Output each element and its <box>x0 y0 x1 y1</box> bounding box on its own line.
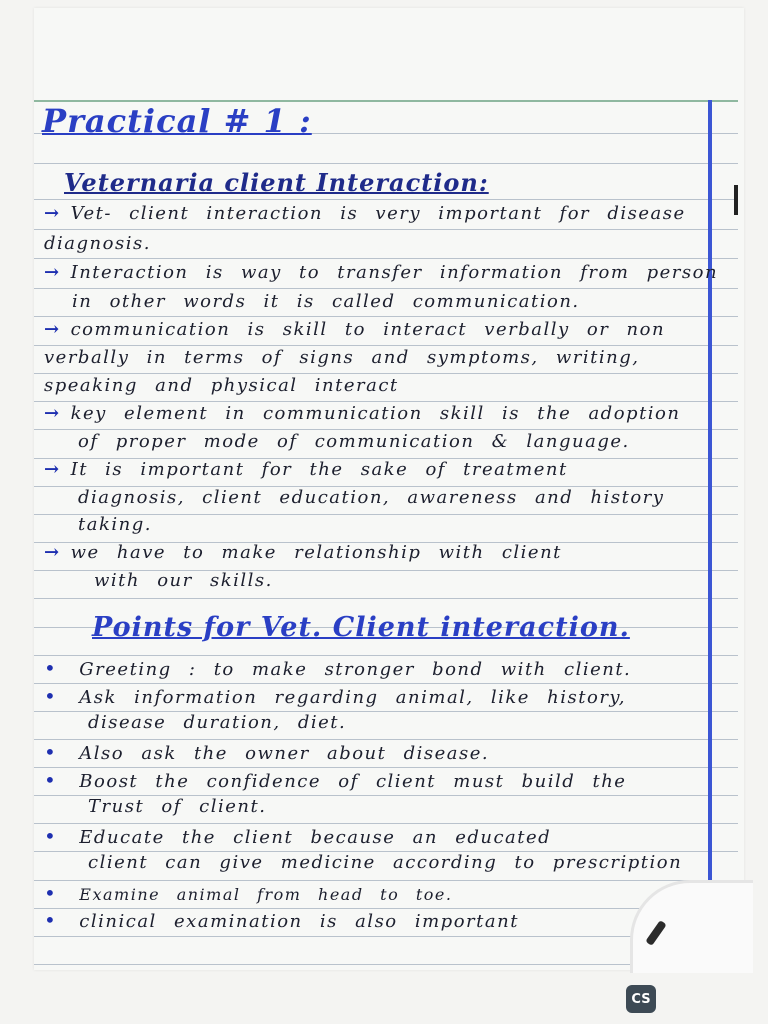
ruled-line <box>34 316 738 317</box>
arrow-icon: → <box>44 459 61 480</box>
arrow-icon: → <box>44 262 61 283</box>
ruled-line <box>34 199 738 200</box>
ruled-line <box>34 163 738 164</box>
bullet-icon: • <box>44 881 58 905</box>
ruled-line <box>34 429 738 430</box>
note-line: diagnosis, client education, awareness and history <box>78 487 665 508</box>
bullet-icon: • <box>44 684 58 708</box>
note-line: → key element in communication skill is the adoption <box>44 403 681 424</box>
arrow-icon: → <box>44 319 61 340</box>
bullet-line: • Also ask the owner about disease. <box>44 740 490 764</box>
section-heading-interaction: Veternaria client Interaction: <box>64 168 489 197</box>
scanner-logo-badge: CS <box>626 985 656 1013</box>
note-line: client can give medicine according to prescription <box>88 852 683 873</box>
arrow-icon: → <box>44 403 61 424</box>
ruled-line <box>34 598 738 599</box>
page-title: Practical # 1 : <box>42 102 312 140</box>
ruled-line <box>34 229 738 230</box>
bullet-line: • Educate the client because an educated <box>44 824 552 848</box>
ruled-line <box>34 373 738 374</box>
arrow-icon: → <box>44 203 61 224</box>
note-line: → we have to make relationship with client <box>44 542 562 563</box>
note-line: → communication is skill to interact verbally or non <box>44 319 666 340</box>
note-line: taking. <box>78 514 152 535</box>
note-line: of proper mode of communication & language. <box>78 431 630 452</box>
bullet-icon: • <box>44 740 58 764</box>
note-line: in other words it is called communication. <box>72 291 580 312</box>
section-heading-points: Points for Vet. Client interaction. <box>92 612 630 643</box>
note-line: → Vet- client interaction is very important for disease <box>44 203 686 224</box>
bullet-line: • Ask information regarding animal, like history, <box>44 684 626 708</box>
bullet-line: • Examine animal from head to toe. <box>44 881 453 905</box>
ruled-line <box>34 345 738 346</box>
bullet-icon: • <box>44 768 58 792</box>
ruled-line <box>34 401 738 402</box>
note-line: diagnosis. <box>44 233 151 254</box>
bullet-icon: • <box>44 656 58 680</box>
bullet-icon: • <box>44 908 58 932</box>
note-line: verbally in terms of signs and symptoms, writing, <box>44 347 640 368</box>
bullet-line: • Greeting : to make stronger bond with client. <box>44 656 632 680</box>
note-line: speaking and physical interact <box>44 375 399 396</box>
arrow-icon: → <box>44 542 61 563</box>
bullet-line: • clinical examination is also important <box>44 908 519 932</box>
page-edge-mark <box>734 185 738 215</box>
note-line: → It is important for the sake of treatment <box>44 459 568 480</box>
note-line: → Interaction is way to transfer information from person <box>44 262 719 283</box>
bullet-line: • Boost the confidence of client must build the <box>44 768 627 792</box>
note-line: disease duration, diet. <box>88 712 347 733</box>
note-line: Trust of client. <box>88 796 267 817</box>
ruled-line <box>34 288 738 289</box>
note-line: with our skills. <box>94 570 273 591</box>
ruled-line <box>34 258 738 259</box>
bullet-icon: • <box>44 824 58 848</box>
